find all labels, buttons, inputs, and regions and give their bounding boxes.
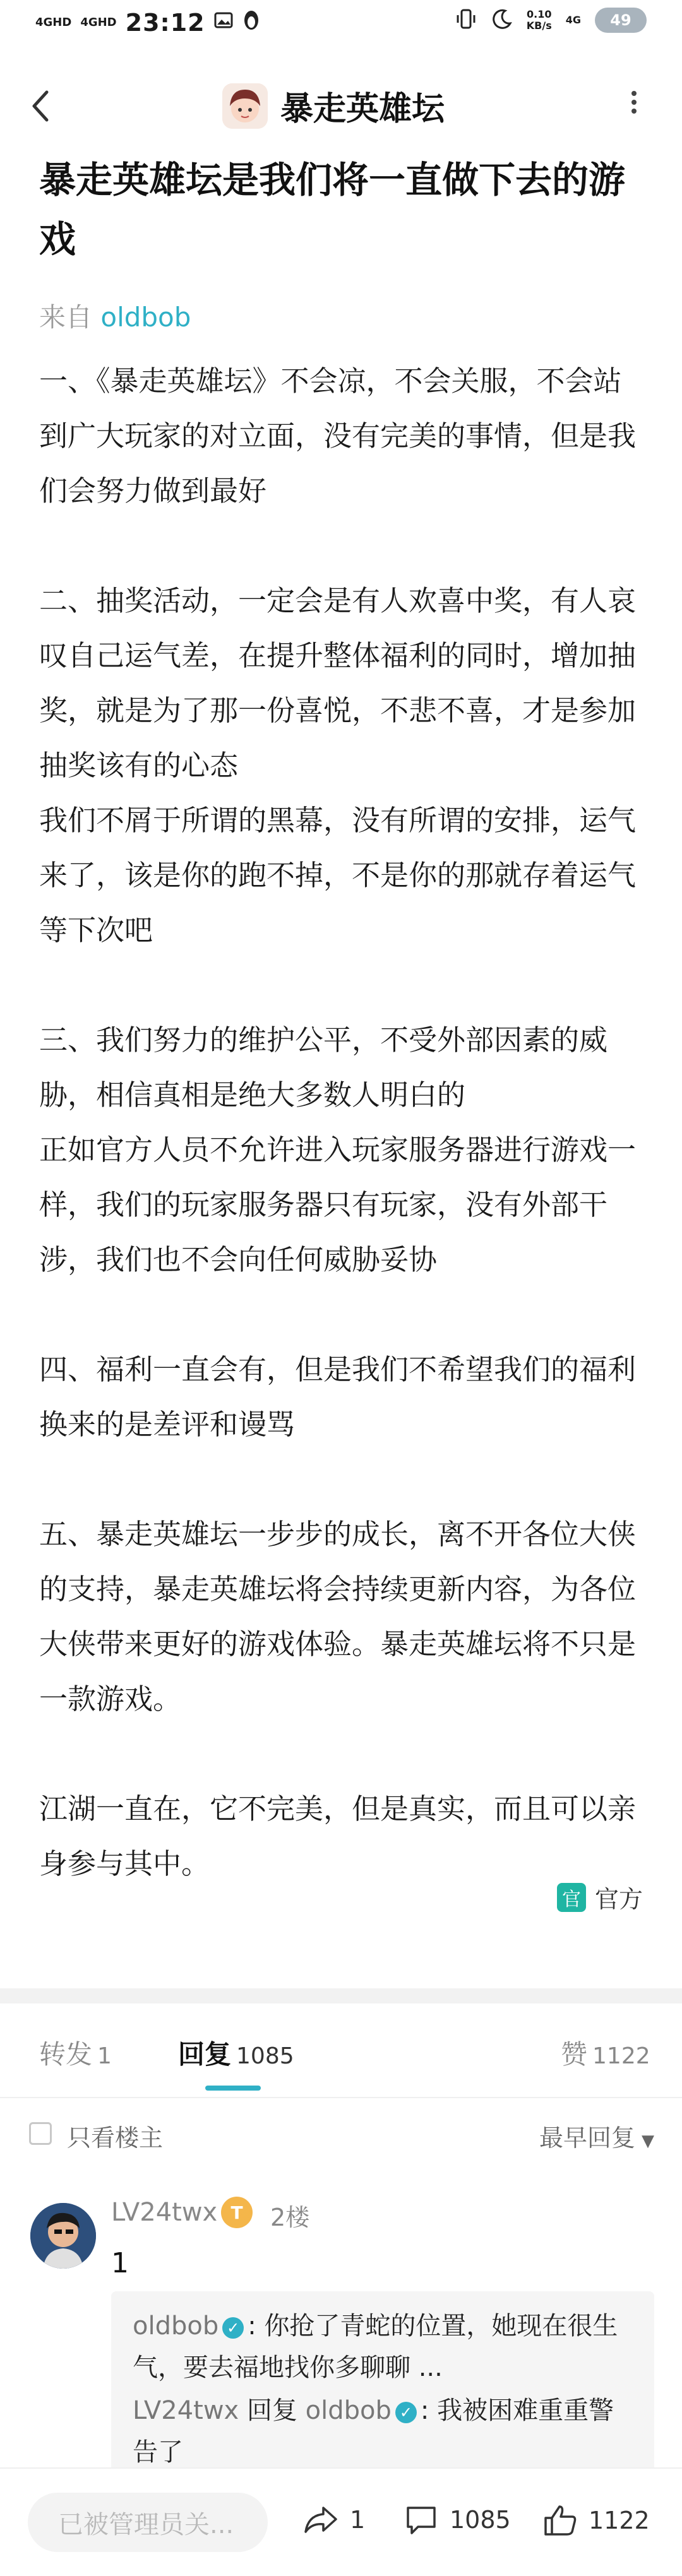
source-prefix: 来自: [39, 302, 93, 333]
signal-icon-1: 4GHD: [35, 16, 72, 29]
section-divider: [0, 1988, 682, 2003]
post-paragraph: 正如官方人员不允许进入玩家服务器进行游戏一样，我们的玩家服务器只有玩家，没有外部干涉，我们也不会向任何威胁妥协: [39, 1133, 637, 1276]
post-source: [39, 297, 191, 335]
author-link[interactable]: oldbob: [100, 302, 191, 333]
only-owner-label[interactable]: 只看楼主: [67, 2124, 164, 2152]
official-badge-icon: 官: [557, 1883, 586, 1912]
official-label: 官方: [594, 1885, 643, 1913]
share-icon: [303, 2504, 338, 2536]
post-content: [39, 353, 645, 1891]
sub-reply[interactable]: oldbob ✓ : 你抢了青蛇的位置，她现在很生气，要去福地找你多聊聊 ...: [133, 2312, 618, 2382]
official-tag: [557, 1880, 643, 1914]
verified-icon: ✓: [395, 2402, 417, 2423]
signal-icon-2: 4GHD: [80, 16, 117, 29]
status-bar: [0, 0, 682, 53]
penguin-icon: [242, 9, 261, 36]
game-avatar: [222, 83, 268, 129]
battery-indicator: 49: [595, 8, 647, 33]
image-icon: [214, 11, 233, 35]
thumbs-up-icon: [543, 2504, 577, 2537]
like-button[interactable]: 1122: [543, 2504, 650, 2537]
net-type: 4G: [565, 14, 581, 26]
tab-likes[interactable]: 赞 1122: [561, 2039, 650, 2070]
tab-replies[interactable]: 回复 1085: [178, 2039, 294, 2070]
reply-username[interactable]: LV24twx: [111, 2198, 218, 2227]
net-speed: 0.10 KB/s: [526, 8, 552, 32]
post-paragraph: 二、抽奖活动，一定会是有人欢喜中奖，有人哀叹自己运气差，在提升整体福利的同时，增加抽奖，就是为了那一份喜悦，不悲不喜，才是参加抽奖该有的心态: [39, 584, 637, 782]
post-paragraph: 我们不屑于所谓的黑幕，没有所谓的安排，运气来了，该是你的跑不掉，不是你的那就存着运气等下次吧: [39, 804, 637, 947]
only-owner-checkbox[interactable]: [29, 2122, 52, 2145]
sort-dropdown[interactable]: 最早回复 ▼: [539, 2124, 654, 2152]
reply-filter-bar: [0, 2098, 682, 2168]
share-button[interactable]: 1: [303, 2504, 365, 2536]
avatar[interactable]: [30, 2203, 96, 2269]
reply-input[interactable]: 已被管理员关...: [28, 2493, 268, 2552]
tab-forward[interactable]: 转发 1: [39, 2039, 112, 2070]
more-vertical-icon[interactable]: [630, 88, 638, 126]
active-tab-indicator: [205, 2086, 261, 2091]
vibrate-icon: [455, 8, 477, 33]
floor-number: 2楼: [270, 2204, 310, 2231]
interaction-tabs: [0, 2003, 682, 2098]
level-badge-icon: T: [221, 2197, 253, 2228]
chevron-left-icon[interactable]: [28, 87, 53, 133]
top-nav: [0, 61, 682, 155]
comment-button[interactable]: 1085: [404, 2504, 511, 2536]
sub-replies[interactable]: [111, 2291, 654, 2481]
status-time: 23:12: [125, 9, 205, 37]
verified-icon: ✓: [222, 2317, 244, 2339]
reply-body: 1: [111, 2247, 129, 2279]
post-paragraph: 三、我们努力的维护公平，不受外部因素的威胁，相信真相是绝大多数人明白的: [39, 1023, 608, 1112]
bottom-action-bar: [0, 2467, 682, 2576]
post-paragraph: 一、《暴走英雄坛》不会凉，不会关服，不会站到广大玩家的对立面，没有完美的事情，但是我们会努力做到最好: [39, 364, 637, 507]
post-paragraph: 五、暴走英雄坛一步步的成长，离不开各位大侠的支持，暴走英雄坛将会持续更新内容，为各位大侠带来更好的游戏体验。暴走英雄坛将不只是一款游戏。: [39, 1517, 637, 1716]
nav-title-group[interactable]: [222, 82, 445, 129]
page-title: 暴走英雄坛: [280, 90, 445, 128]
post-title: 暴走英雄坛是我们将一直做下去的游戏: [39, 158, 626, 261]
post-paragraph: 江湖一直在，它不完美，但是真实，而且可以亲身参与其中。: [39, 1792, 637, 1880]
moon-icon: [491, 8, 513, 32]
post-paragraph: 四、福利一直会有，但是我们不希望我们的福利换来的是差评和谩骂: [39, 1353, 637, 1441]
chevron-down-icon: ▼: [642, 2132, 654, 2151]
sub-reply[interactable]: LV24twx 回复 oldbob ✓ : 我被困难重重警告了: [133, 2396, 614, 2467]
comment-icon: [404, 2504, 438, 2536]
